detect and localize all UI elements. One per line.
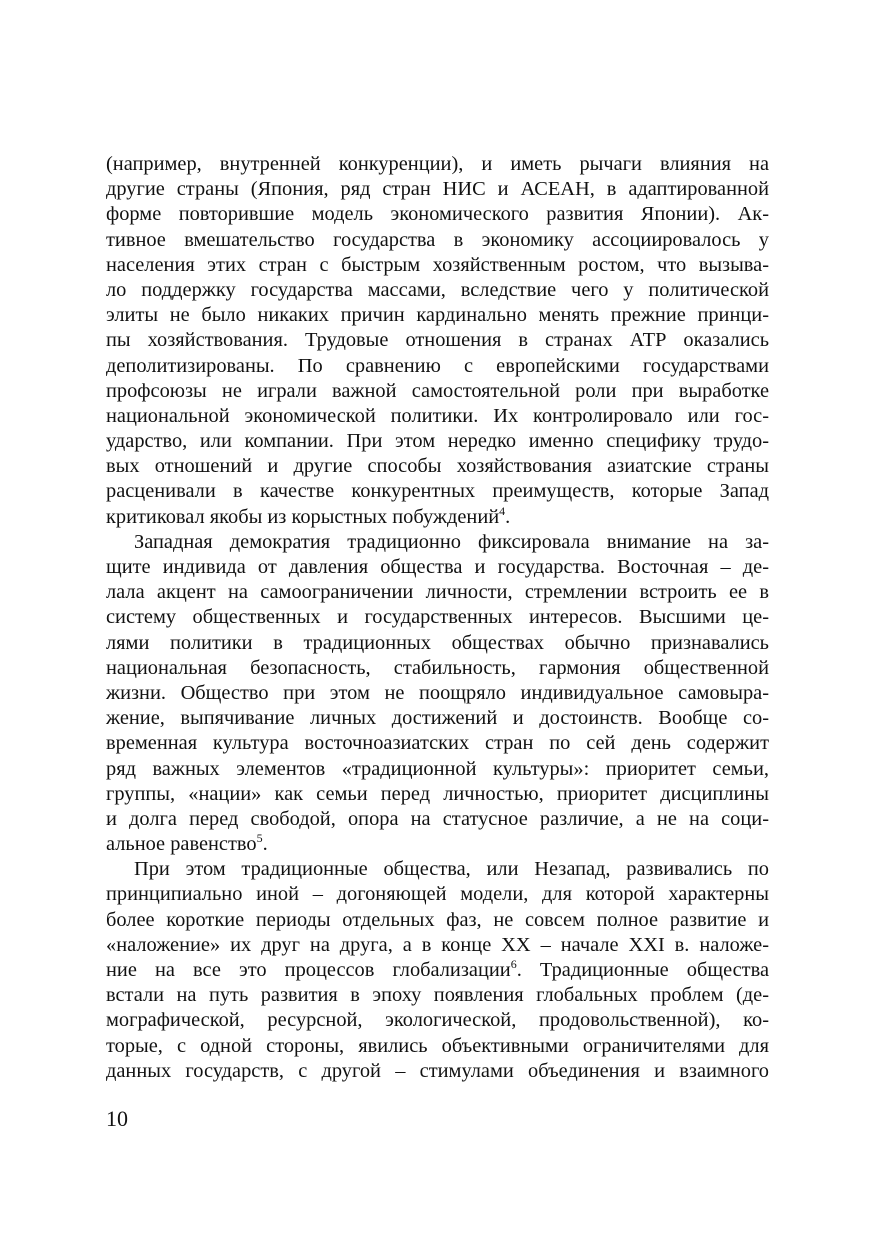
text-line: При этом традиционные общества, или Незапад, развивались по xyxy=(134,858,769,881)
text-fragment: . Традиционные общества xyxy=(516,959,769,981)
body-text xyxy=(106,152,769,1084)
text-fragment: . xyxy=(262,833,268,856)
text-line: населения этих стран с быстрым хозяйственным ростом, что вызыва- xyxy=(106,253,769,276)
text-line: ряд важных элементов «традиционной культуры»: приоритет семьи, xyxy=(106,757,769,780)
text-line: мографической, ресурсной, экологической, продовольственной), ко- xyxy=(106,1009,769,1032)
paragraph-3 xyxy=(106,857,769,1084)
text-line: национальной экономической политики. Их контролировало или гос- xyxy=(106,404,769,427)
text-line: принципиально иной – догоняющей модели, для которой характерны xyxy=(106,883,769,906)
text-fragment: . xyxy=(505,505,511,528)
text-line xyxy=(106,832,769,857)
text-line: щите индивида от давления общества и государства. Восточная – де- xyxy=(106,556,769,578)
text-line: расценивали в качестве конкурентных преимуществ, которые Запад xyxy=(106,480,769,503)
text-line: вых отношений и другие способы хозяйствования азиатские страны xyxy=(106,455,769,478)
text-line: «наложение» их друг на друга, а в конце XX – начале XXI в. наложе- xyxy=(106,933,769,956)
footnote-ref-6[interactable]: 6 xyxy=(510,957,517,971)
footnote-ref-5[interactable]: 5 xyxy=(256,831,263,846)
text-line: временная культура восточноазиатских стран по сей день содержит xyxy=(106,732,769,755)
text-line: ло поддержку государства массами, вследствие чего у политической xyxy=(106,278,769,301)
text-line: форме повторившие модель экономического развития Японии). Ак- xyxy=(106,203,769,226)
text-line: и долга перед свободой, опора на статусное различие, а не на соци- xyxy=(106,807,769,830)
text-line: более короткие периоды отдельных фаз, не совсем полное развитие и xyxy=(106,908,769,931)
text-line xyxy=(106,958,769,983)
paragraph-1 xyxy=(106,152,769,530)
text-line: лала акцент на самоограничении личности, стремлении встроить ее в xyxy=(106,581,769,604)
text-line: национальная безопасность, стабильность, гармония общественной xyxy=(106,656,769,679)
footnote-ref-4[interactable]: 4 xyxy=(499,503,506,518)
text-line: другие страны (Япония, ряд стран НИС и АСЕАН, в адаптированной xyxy=(106,178,769,201)
text-line: тивное вмешательство государства в экономику ассоциировалось у xyxy=(106,228,769,251)
text-line: лями политики в традиционных обществах обычно признавались xyxy=(106,631,769,654)
text-line xyxy=(106,505,769,530)
text-line: данных государств, с другой – стимулами объединения и взаимного xyxy=(106,1059,769,1082)
text-line: Западная демократия традиционно фиксировала внимание на за- xyxy=(134,530,769,553)
page-number: 10 xyxy=(106,1106,128,1131)
text-line: деполитизированы. По сравнению с европейскими государствами xyxy=(106,354,769,377)
paragraph-2 xyxy=(106,530,769,857)
text-line: группы, «нации» как семьи перед личностью, приоритет дисциплины xyxy=(106,782,769,805)
text-line: (например, внутренней конкуренции), и иметь рычаги влияния на xyxy=(106,153,769,175)
text-line: торые, с одной стороны, явились объективными ограничителями для xyxy=(106,1034,769,1057)
text-line: профсоюзы не играли важной самостоятельной роли при выработке xyxy=(106,379,769,402)
text-line: элиты не было никаких причин кардинально менять прежние принци- xyxy=(106,304,769,327)
text-line: жизни. Общество при этом не поощряло индивидуальное самовыра- xyxy=(106,681,769,704)
text-fragment: критиковал якобы из корыстных побуждений xyxy=(106,505,500,528)
text-line: пы хозяйствования. Трудовые отношения в странах АТР оказались xyxy=(106,329,769,352)
text-line: встали на путь развития в эпоху появления глобальных проблем (де- xyxy=(106,984,769,1007)
text-line: жение, выпячивание личных достижений и достоинств. Вообще со- xyxy=(106,707,769,730)
text-line: ударство, или компании. При этом нередко именно специфику трудо- xyxy=(106,430,769,453)
text-fragment: ние на все это процессов глобализации xyxy=(106,959,511,981)
text-line: систему общественных и государственных интересов. Высшими це- xyxy=(106,606,769,629)
text-fragment: альное равенство xyxy=(106,833,257,856)
